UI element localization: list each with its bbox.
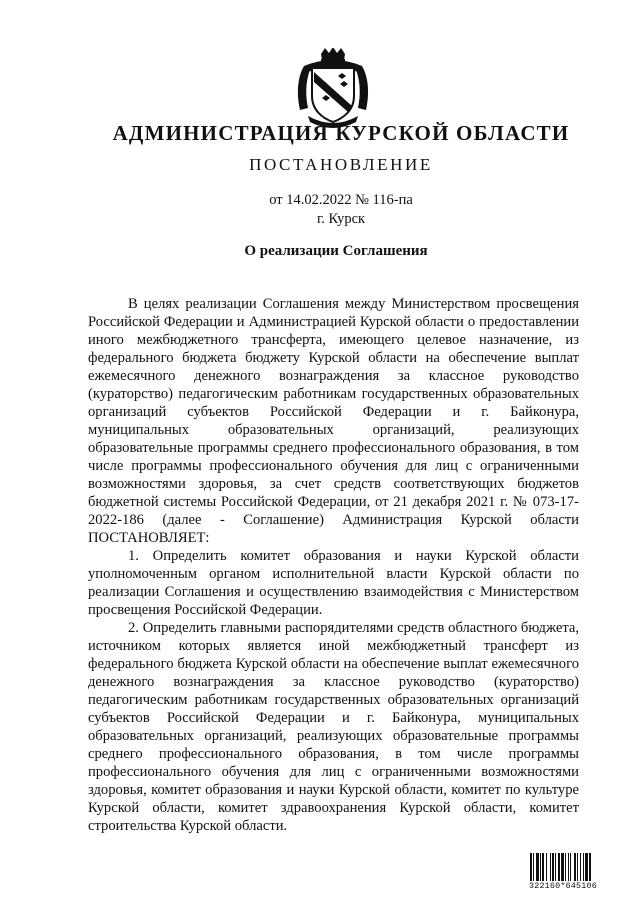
document-type: ПОСТАНОВЛЕНИЕ: [249, 155, 433, 174]
barcode-number: 322160*645106: [529, 881, 597, 891]
agency-name: АДМИНИСТРАЦИЯ КУРСКОЙ ОБЛАСТИ: [112, 121, 570, 145]
clause-1-paragraph: 1. Определить комитет образования и науки Курской области уполномоченным органом исполнительной власти Курской области по реализации Соглашения и осуществлению взаимодействия с Министерством просвещения Российской Федерации.: [88, 548, 579, 618]
clause-2-paragraph: 2. Определить главными распорядителями средств областного бюджета, источником которых является иной межбюджетный трансферт из федерального бюджета Курской области на обеспечение выплат ежемесячного денежного вознаграждения за классное руководство (кураторство) педагогическим работникам государственных образовательных организаций субъектов Российской Федерации и г. Байконура, муниципальных образовательных организаций, реализующих образовательные программы среднего профессионального образования, в том числе программы профессионального обучения для лиц с ограниченными возможностями здоровья, комитет образования и науки Курской области, комитет по культуре Курской области, комитет здравоохранения Курской области, комитет строительства Курской области.: [88, 620, 579, 834]
document-body: [88, 295, 579, 835]
kursk-coat-of-arms-icon: [294, 48, 372, 128]
barcode-icon: [529, 853, 611, 881]
preamble-paragraph: В целях реализации Соглашения между Министерством просвещения Российской Федерации и Администрацией Курской области о предоставлении иного межбюджетного трансферта, имеющего целевое назначение, из федерального бюджета бюджету Курской области на обеспечение выплат ежемесячного денежного вознаграждения за классное руководство (кураторство) педагогическим работникам государственных образовательных организаций субъектов Российской Федерации и г. Байконура, муниципальных образовательных организаций, реализующих образовательные программы среднего профессионального образования, в том числе программы профессионального обучения для лиц с ограниченными возможностями здоровья, за счет средств соответствующих бюджетов бюджетной системы Российской Федерации, от 21 декабря 2021 г. № 073-17-2022-186 (далее - Соглашение) Администрация Курской области ПОСТАНОВЛЯЕТ:: [88, 296, 579, 546]
document-date-number: от 14.02.2022 № 116-па: [269, 192, 413, 208]
document-city: г. Курск: [316, 211, 366, 227]
document-subject: О реализации Соглашения: [244, 243, 428, 259]
barcode: [529, 853, 611, 893]
